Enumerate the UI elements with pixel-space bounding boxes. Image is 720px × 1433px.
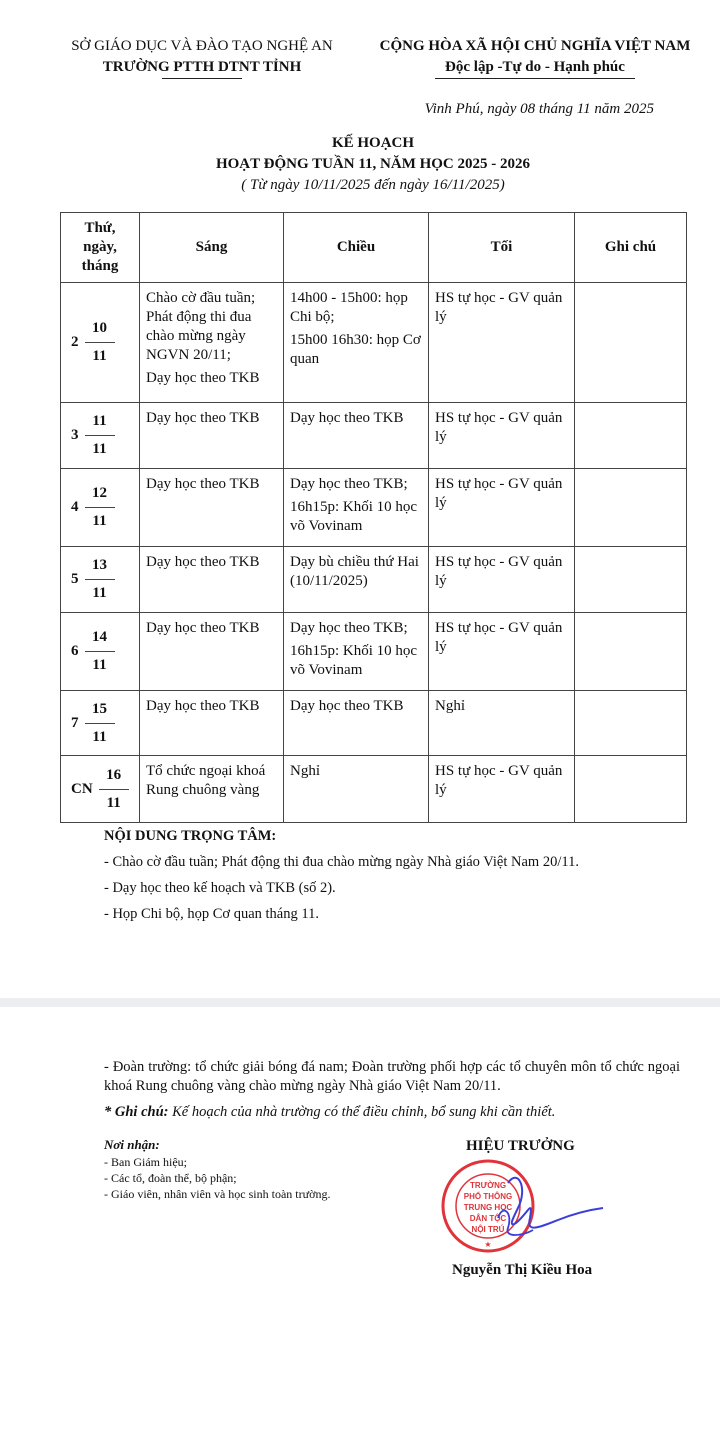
day-cell [61,469,140,547]
month: 11 [92,348,107,364]
day-of-month: 16 [99,762,129,790]
date-fraction [85,480,115,535]
day-of-month: 13 [85,552,115,580]
afternoon-cell [284,756,429,823]
focus-section [104,826,704,924]
svg-text:TRƯỜNG: TRƯỜNG [469,1181,507,1190]
title-date-range: ( Từ ngày 10/11/2025 đến ngày 16/11/2025) [241,177,505,193]
svg-text:PHỔ THÔNG: PHỔ THÔNG [463,1192,513,1201]
header-right [355,36,715,79]
table-row [61,283,687,403]
col-afternoon: Chiều [284,213,429,283]
afternoon-cell [284,547,429,613]
col-note: Ghi chú [575,213,687,283]
table-row [61,613,687,691]
note-cell [575,691,687,756]
month: 11 [92,728,107,745]
weekday: 4 [71,498,79,515]
morning-activity: Dạy học theo TKB [146,370,260,386]
month: 11 [92,657,107,673]
evening-cell: HS tự học - GV quản lý [429,756,575,823]
month: 11 [92,441,107,457]
col-day: Thứ, ngày, tháng [61,213,140,283]
day-cell [61,547,140,613]
weekday: 6 [71,642,79,659]
afternoon-cell [284,469,429,547]
day-cell [61,691,140,756]
afternoon-cell [284,403,429,469]
focus-heading: NỘI DUNG TRỌNG TÂM: [104,828,277,844]
weekday: 3 [71,426,79,443]
date-line: Vinh Phú, ngày 08 tháng 11 năm 2025 [424,101,654,117]
col-morning: Sáng [140,213,284,283]
date-fraction [85,408,115,463]
morning-cell [140,283,284,403]
table-row [61,756,687,823]
month: 11 [92,513,107,529]
evening-cell: HS tự học - GV quản lý [429,403,575,469]
month: 11 [92,585,107,601]
note-cell [575,547,687,613]
date-fraction [85,696,115,751]
afternoon-activity: 14h00 - 15h00: họp Chi bộ; [290,290,408,325]
nation-name: CỘNG HÒA XÃ HỘI CHỦ NGHĨA VIỆT NAM [379,38,691,54]
evening-cell: HS tự học - GV quản lý [429,469,575,547]
evening-cell: HS tự học - GV quản lý [429,283,575,403]
afternoon-activity: 16h15p: Khối 10 học võ Vovinam [290,499,418,534]
afternoon-activity: 15h00 16h30: họp Cơ quan [290,332,421,367]
day-of-month: 11 [85,408,115,436]
schedule-table [60,212,687,823]
day-of-month: 12 [85,480,115,508]
recipients-label: Nơi nhận: [104,1137,160,1152]
official-stamp [438,1158,608,1258]
note-cell [575,283,687,403]
note-text: Kế hoạch của nhà trường có thể điều chỉnh, bổ sung khi cần thiết. [168,1104,556,1120]
page-separator [0,998,720,1007]
header-left [62,36,342,79]
morning-activity: Tổ chức ngoại khoá Rung chuông vàng [146,763,266,798]
afternoon-activity: Dạy bù chiều thứ Hai (10/11/2025) [290,554,419,589]
recipient: - Ban Giám hiệu; [104,1155,187,1169]
morning-activity: Chào cờ đầu tuần; Phát động thi đua chào mừng ngày NGVN 20/11; [146,290,256,363]
afternoon-activity: 16h15p: Khối 10 học võ Vovinam [290,643,418,678]
table-row [61,403,687,469]
title-line1: KẾ HOẠCH [331,135,415,151]
table-row [61,691,687,756]
afternoon-cell [284,613,429,691]
note-cell [575,756,687,823]
morning-cell [140,403,284,469]
document-title [60,133,686,196]
title-line2: HOẠT ĐỘNG TUẦN 11, NĂM HỌC 2025 - 2026 [215,156,531,172]
morning-activity: Dạy học theo TKB [146,698,260,714]
day-of-month: 10 [85,315,115,343]
note-cell [575,613,687,691]
table-row [61,547,687,613]
month: 11 [106,794,121,811]
afternoon-activity: Dạy học theo TKB [290,410,404,426]
recipient: - Giáo viên, nhân viên và học sinh toàn trường. [104,1187,331,1201]
evening-cell: Nghỉ [429,691,575,756]
afternoon-activity: Nghỉ [290,763,320,779]
focus-item: - Dạy học theo kế hoạch và TKB (số 2). [104,880,336,896]
day-cell [61,283,140,403]
note-label: * Ghi chú: [104,1104,169,1120]
morning-cell [140,547,284,613]
date-fraction [85,315,115,370]
svg-text:★: ★ [484,1240,492,1249]
afternoon-activity: Dạy học theo TKB; [290,476,408,492]
svg-text:DÂN TỘC: DÂN TỘC [469,1214,507,1223]
weekday: 5 [71,570,79,587]
note-cell [575,403,687,469]
day-cell [61,756,140,823]
recipients [104,1136,330,1202]
weekday: CN [71,780,93,797]
morning-cell [140,469,284,547]
afternoon-activity: Dạy học theo TKB [290,698,404,714]
svg-text:TRUNG HỌC: TRUNG HỌC [463,1203,513,1212]
department-name: SỞ GIÁO DỤC VÀ ĐÀO TẠO NGHỆ AN [71,38,333,54]
morning-cell [140,613,284,691]
weekday: 2 [71,333,79,350]
note-cell [575,469,687,547]
col-evening: Tối [429,213,575,283]
day-of-month: 15 [85,696,115,724]
note-line [104,1102,555,1122]
focus-item: - Họp Chi bộ, họp Cơ quan tháng 11. [104,906,319,922]
signer-name: Nguyễn Thị Kiều Hoa [452,1262,593,1278]
morning-activity: Dạy học theo TKB [146,554,260,570]
evening-cell: HS tự học - GV quản lý [429,613,575,691]
evening-cell: HS tự học - GV quản lý [429,547,575,613]
morning-cell [140,691,284,756]
day-cell [61,613,140,691]
focus-item: - Chào cờ đầu tuần; Phát động thi đua chào mừng ngày Nhà giáo Việt Nam 20/11. [104,854,579,870]
table-row [61,469,687,547]
morning-activity: Dạy học theo TKB [146,620,260,636]
morning-cell [140,756,284,823]
date-fraction [85,552,115,607]
afternoon-activity: Dạy học theo TKB; [290,620,408,636]
signer-title: HIỆU TRƯỞNG [466,1138,575,1154]
day-of-month: 14 [85,624,115,652]
afternoon-cell [284,283,429,403]
date-fraction [99,762,129,817]
day-cell [61,403,140,469]
date-fraction [85,624,115,679]
motto: Độc lập -Tự do - Hạnh phúc [445,59,625,75]
svg-text:NỘI TRÚ: NỘI TRÚ [471,1225,505,1234]
school-name: TRƯỜNG PTTH DTNT TỈNH [102,59,302,75]
morning-activity: Dạy học theo TKB [146,476,260,492]
recipient: - Các tổ, đoàn thể, bộ phận; [104,1171,237,1185]
union-activity: - Đoàn trường: tổ chức giải bóng đá nam; Đoàn trường phối hợp các tổ chuyên môn tổ chức ngoại khoá Rung chuông vàng chào mừng ngày Nhà giáo Việt Nam 20/11. [104,1059,680,1094]
weekday: 7 [71,714,79,731]
afternoon-cell [284,691,429,756]
morning-activity: Dạy học theo TKB [146,410,260,426]
underline [435,78,635,79]
underline [162,78,242,79]
